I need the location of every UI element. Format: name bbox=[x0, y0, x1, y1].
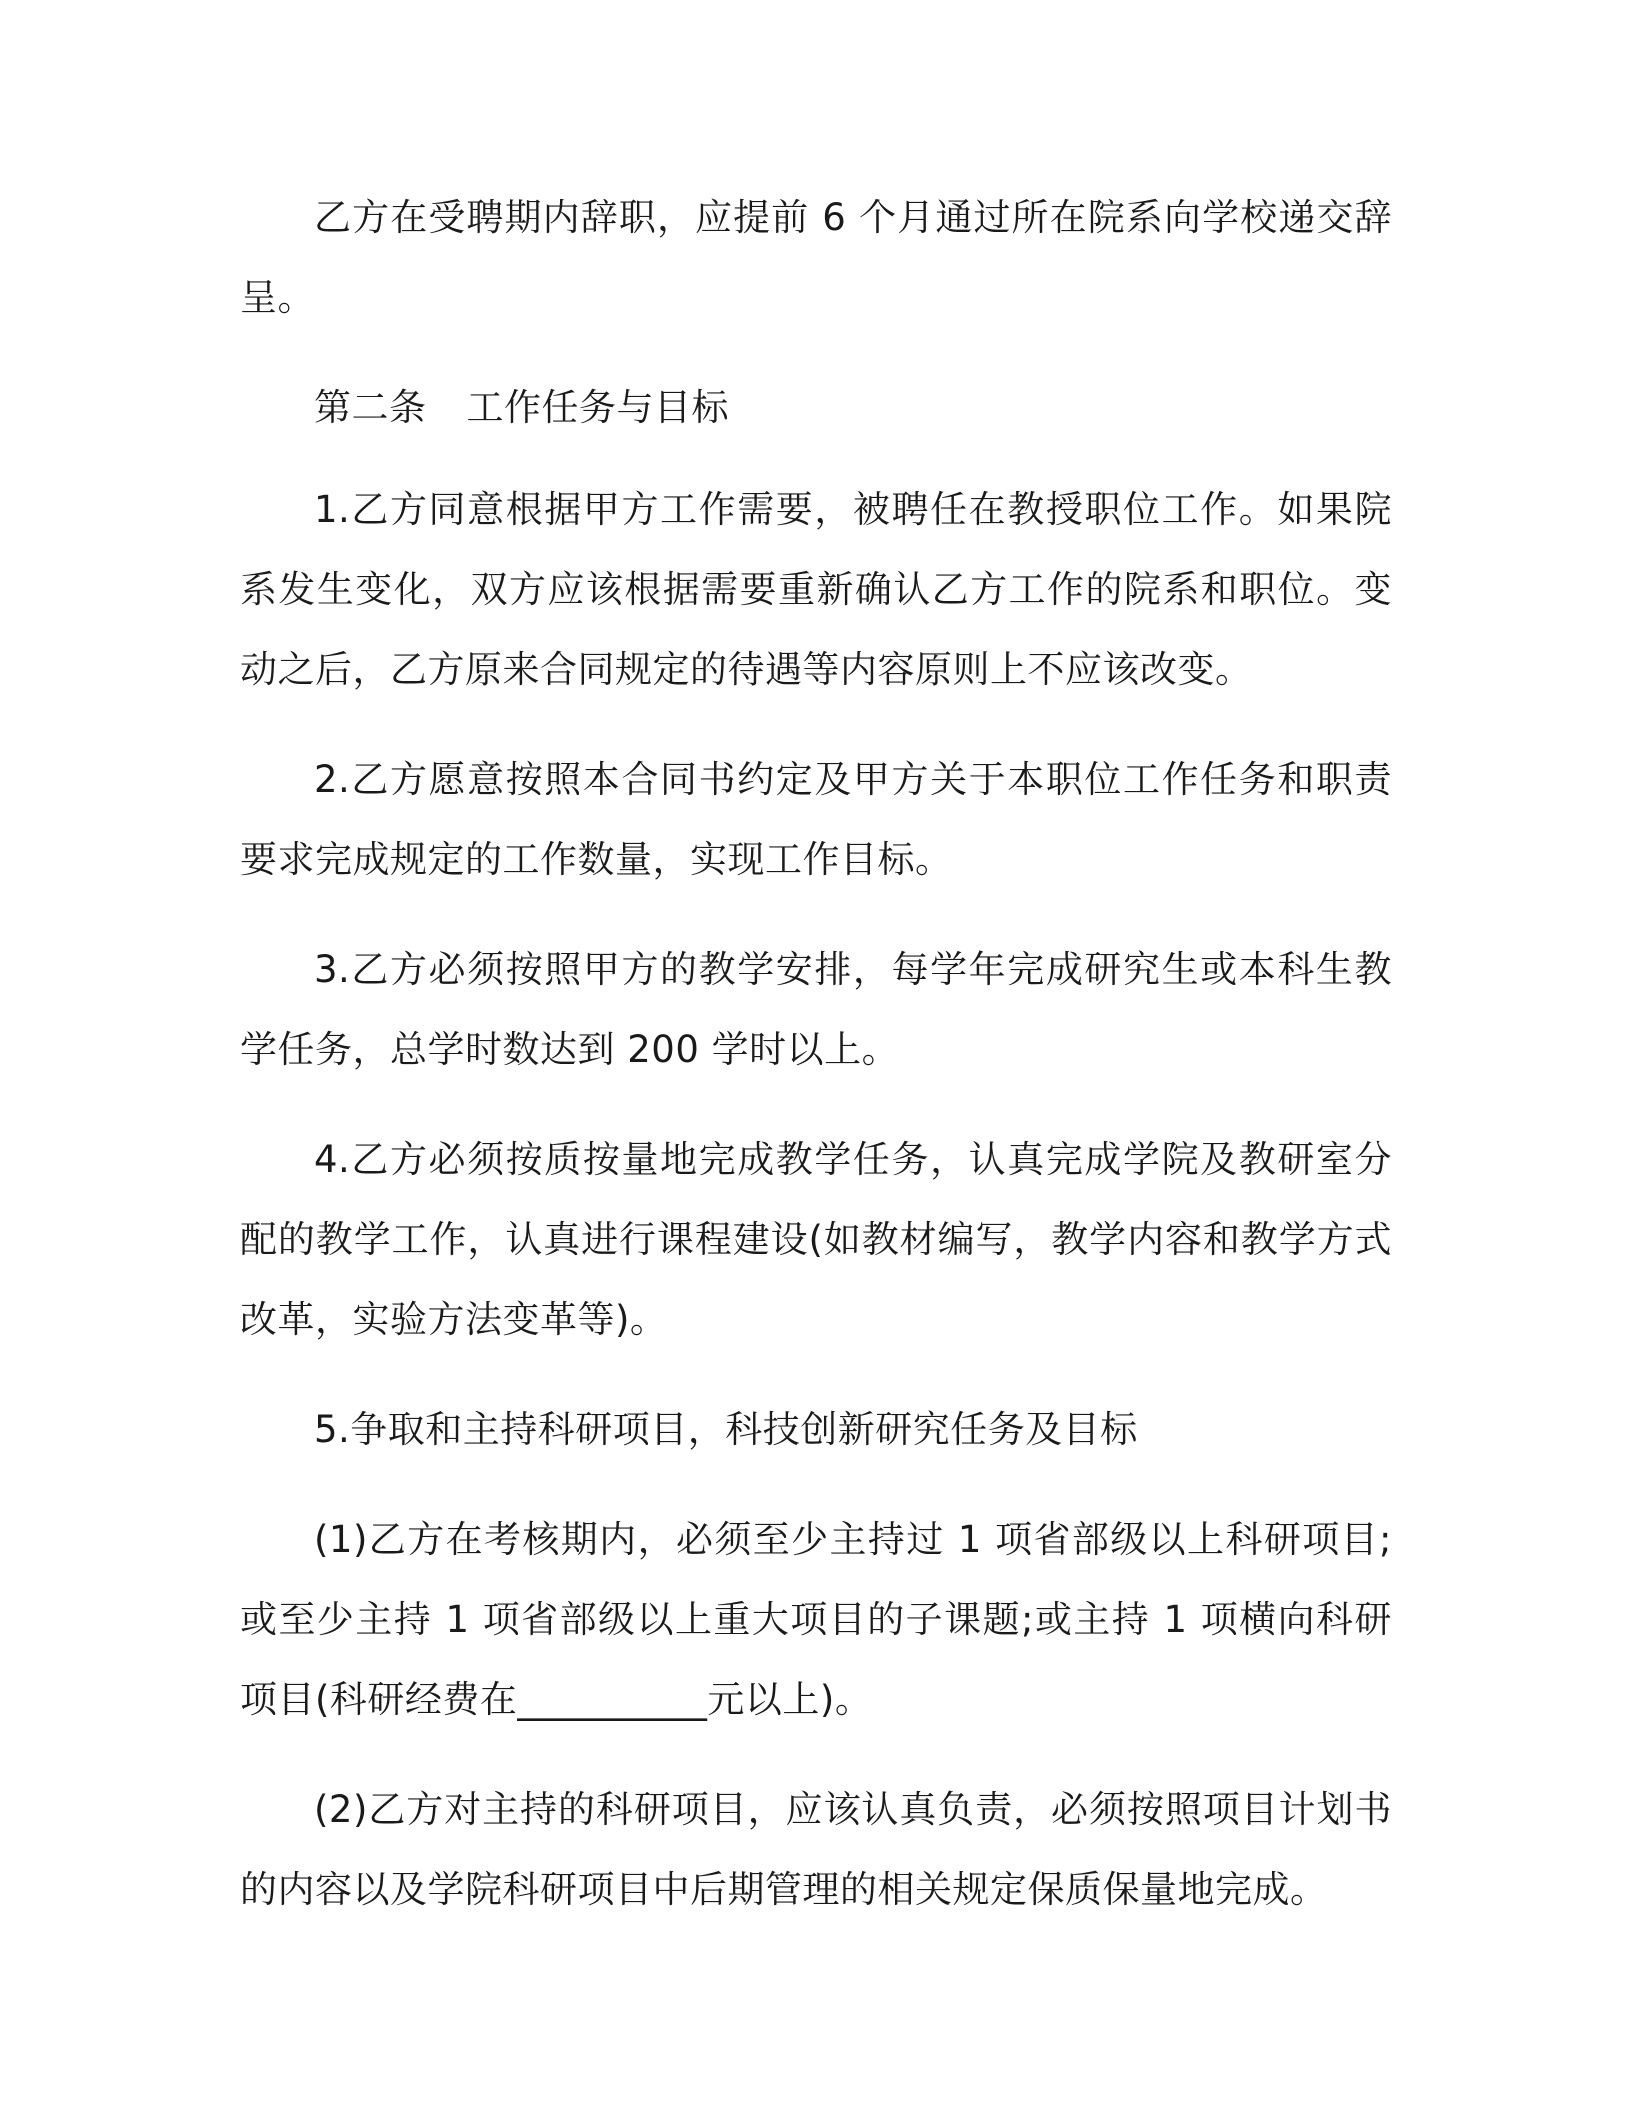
paragraph-item-3: 3.乙方必须按照甲方的教学安排，每学年完成研究生或本科生教学任务，总学时数达到 200 学时以上。 bbox=[240, 948, 1392, 1071]
section-heading bbox=[240, 368, 1392, 448]
paragraph-resignation: 乙方在受聘期内辞职，应提前 6 个月通过所在院系向学校递交辞呈。 bbox=[240, 196, 1392, 319]
section-title: 工作任务与目标 bbox=[466, 386, 729, 429]
paragraph-item-1: 1.乙方同意根据甲方工作需要，被聘任在教授职位工作。如果院系发生变化，双方应该根据需要重新确认乙方工作的院系和职位。变动之后，乙方原来合同规定的待遇等内容原则上不应该改变。 bbox=[240, 488, 1392, 691]
paragraph-subitem-2: (2)乙方对主持的科研项目，应该认真负责，必须按照项目计划书的内容以及学院科研项目中后期管理的相关规定保质保量地完成。 bbox=[240, 1788, 1392, 1911]
section-number: 第二条 bbox=[314, 386, 427, 429]
paragraph-item-5: 5.争取和主持科研项目，科技创新研究任务及目标 bbox=[314, 1408, 1138, 1451]
paragraph-item-4: 4.乙方必须按质按量地完成教学任务，认真完成学院及教研室分配的教学工作，认真进行课程建设(如教材编写，教学内容和教学方式改革，实验方法变革等)。 bbox=[240, 1138, 1392, 1341]
document-page bbox=[240, 178, 1392, 1960]
paragraph-subitem-1: (1)乙方在考核期内，必须至少主持过 1 项省部级以上科研项目;或至少主持 1 项省部级以上重大项目的子课题;或主持 1 项横向科研项目(科研经费在__________元以上)。 bbox=[240, 1518, 1392, 1721]
paragraph-item-2: 2.乙方愿意按照本合同书约定及甲方关于本职位工作任务和职责要求完成规定的工作数量，实现工作目标。 bbox=[240, 758, 1392, 881]
